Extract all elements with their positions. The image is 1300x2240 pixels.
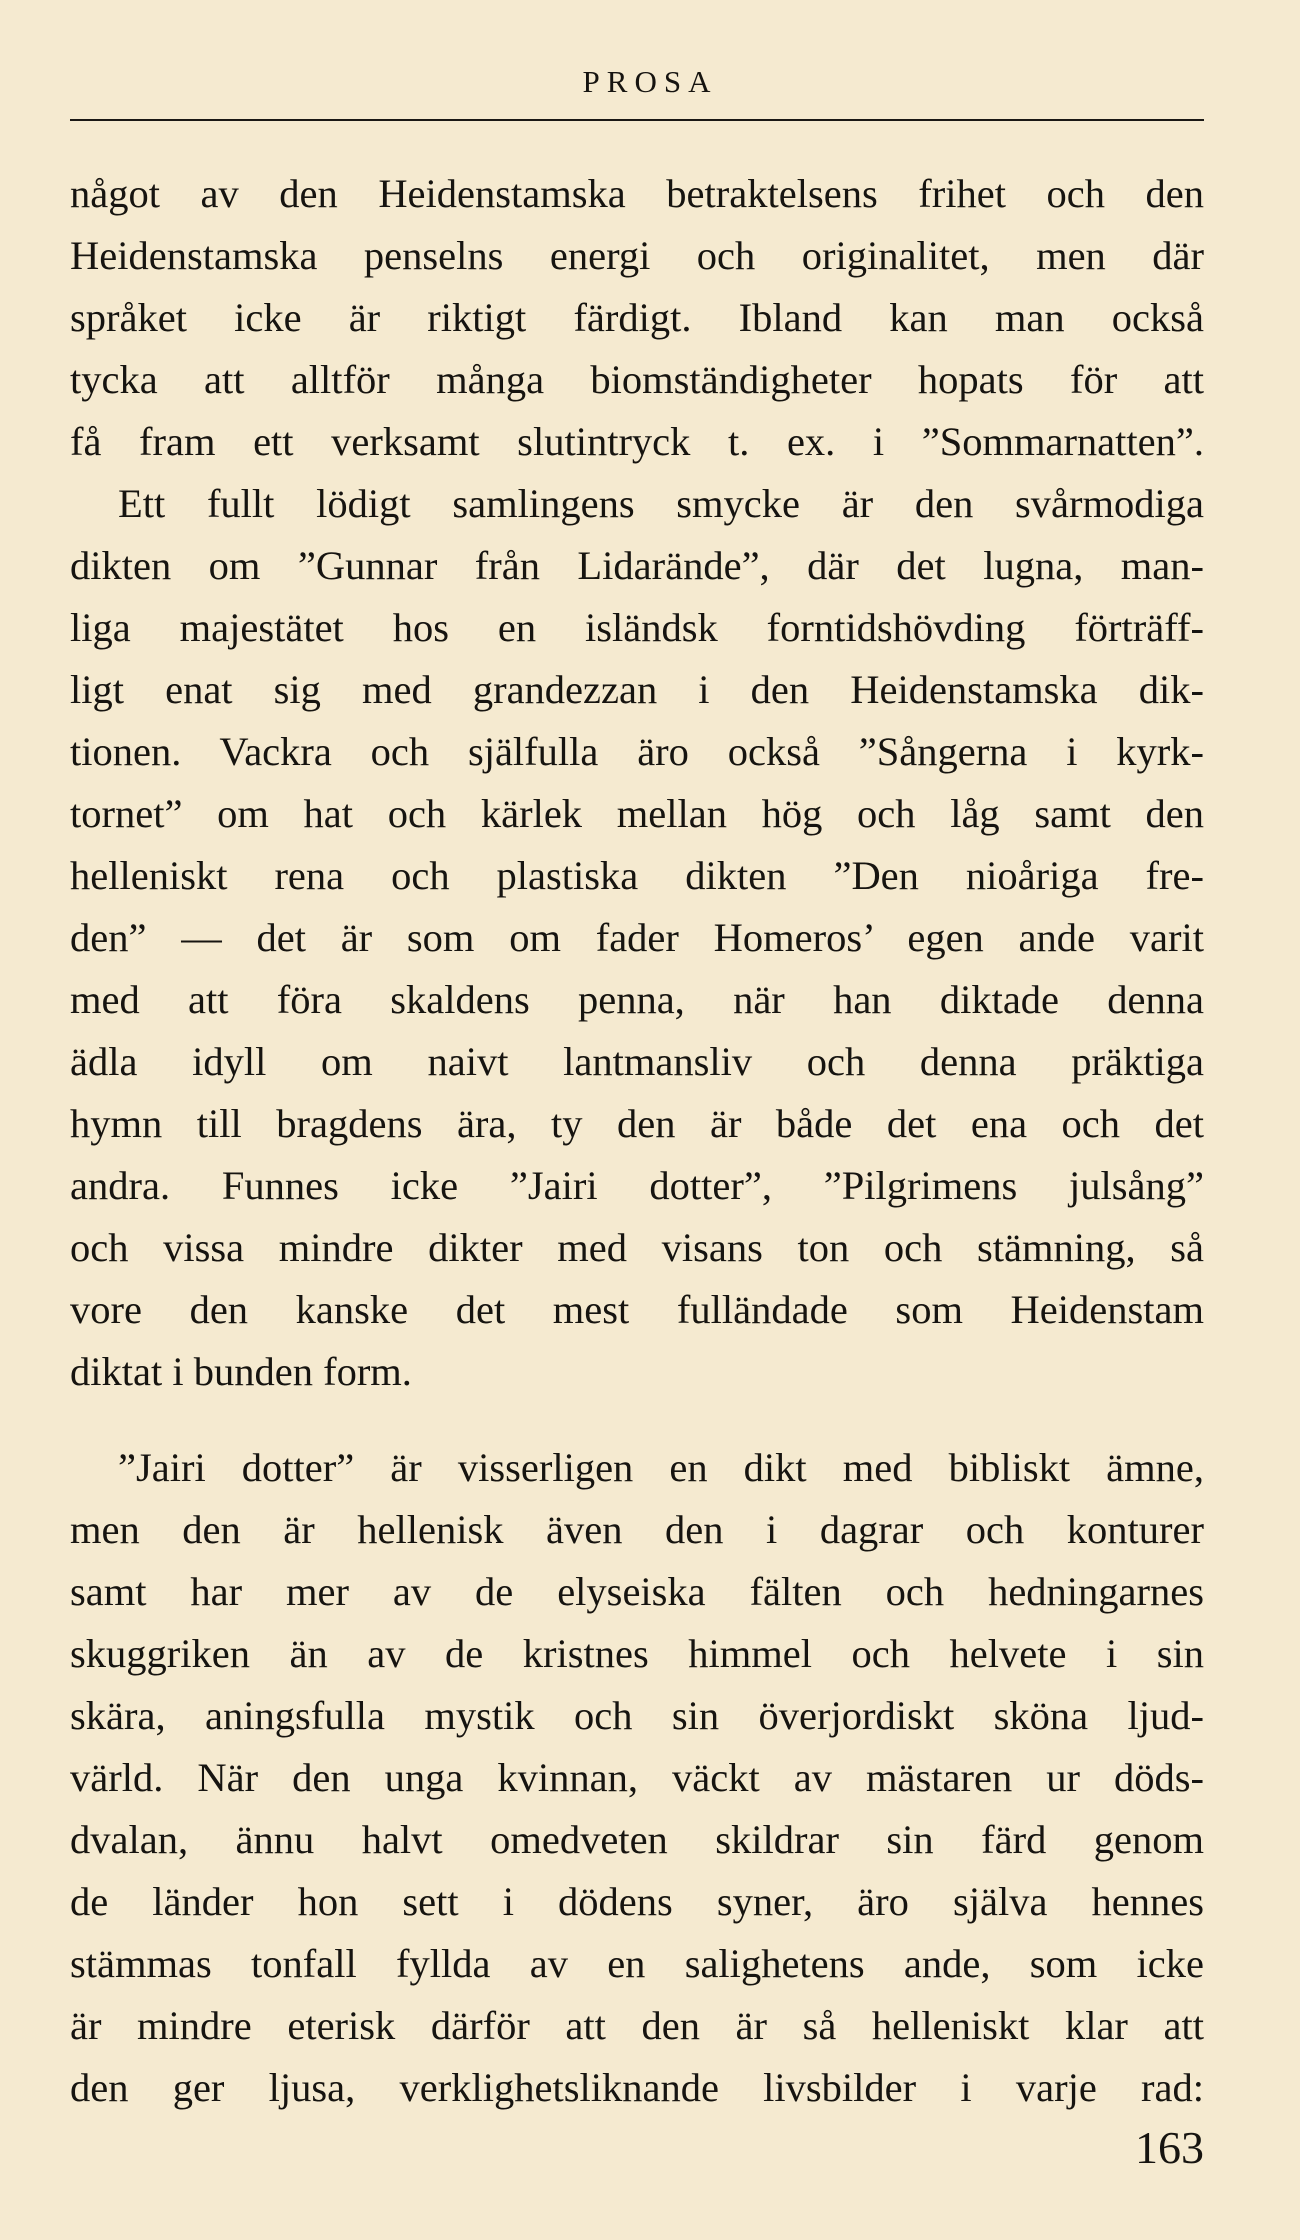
text-line: Ett fullt lödigt samlingens smycke är den svårmodiga (118, 481, 1204, 526)
text-line: vore den kanske det mest fulländade som Heidenstam (70, 1287, 1204, 1332)
running-head: PROSA (582, 64, 718, 99)
paragraph-2 (70, 473, 1204, 1403)
text-line: stämmas tonfall fyllda av en salighetens ande, som icke (70, 1941, 1204, 1986)
text-line: tionen. Vackra och själfulla äro också ”Sångerna i kyrk- (70, 729, 1204, 774)
paragraph-3 (70, 1437, 1204, 2119)
page-number: 163 (1135, 2122, 1204, 2173)
text-line: språket icke är riktigt färdigt. Ibland kan man också (70, 295, 1204, 340)
text-line: dikten om ”Gunnar från Lidarände”, där det lugna, man- (70, 543, 1204, 588)
text-line: värld. När den unga kvinnan, väckt av mästaren ur döds- (70, 1755, 1204, 1800)
text-line: och vissa mindre dikter med visans ton och stämning, så (70, 1225, 1204, 1270)
text-line: ”Jairi dotter” är visserligen en dikt med bibliskt ämne, (118, 1445, 1204, 1490)
text-line: men den är hellenisk även den i dagrar och konturer (70, 1507, 1204, 1552)
text-line: tornet” om hat och kärlek mellan hög och låg samt den (70, 791, 1204, 836)
text-line: ädla idyll om naivt lantmansliv och denna präktiga (70, 1039, 1204, 1084)
text-line: Heidenstamska penselns energi och originalitet, men där (70, 233, 1204, 278)
text-line: tycka att alltför många biomständigheter hopats för att (70, 357, 1204, 402)
paragraph-1 (70, 163, 1204, 473)
header-rule (70, 119, 1204, 121)
text-line: skära, aningsfulla mystik och sin överjordiskt sköna ljud- (70, 1693, 1204, 1738)
text-line: något av den Heidenstamska betraktelsens frihet och den (70, 171, 1204, 216)
text-line: den” — det är som om fader Homeros’ egen ande varit (70, 915, 1204, 960)
text-line: samt har mer av de elyseiska fälten och hedningarnes (70, 1569, 1204, 1614)
text-line: helleniskt rena och plastiska dikten ”Den nioåriga fre- (70, 853, 1204, 898)
text-line: få fram ett verksamt slutintryck t. ex. i ”Sommarnatten”. (70, 419, 1204, 464)
text-line: diktat i bunden form. (70, 1349, 412, 1394)
text-line: den ger ljusa, verklighetsliknande livsbilder i varje rad: (70, 2065, 1204, 2110)
text-line: andra. Funnes icke ”Jairi dotter”, ”Pilgrimens julsång” (70, 1163, 1204, 1208)
text-line: hymn till bragdens ära, ty den är både det ena och det (70, 1101, 1204, 1146)
text-line: dvalan, ännu halvt omedveten skildrar sin färd genom (70, 1817, 1204, 1862)
text-line: med att föra skaldens penna, när han diktade denna (70, 977, 1204, 1022)
text-line: skuggriken än av de kristnes himmel och helvete i sin (70, 1631, 1204, 1676)
text-line: de länder hon sett i dödens syner, äro själva hennes (70, 1879, 1204, 1924)
text-line: ligt enat sig med grandezzan i den Heidenstamska dik- (70, 667, 1204, 712)
body-text (70, 163, 1204, 2119)
text-line: är mindre eterisk därför att den är så helleniskt klar att (70, 2003, 1204, 2048)
text-line: liga majestätet hos en isländsk forntidshövding förträff- (70, 605, 1204, 650)
